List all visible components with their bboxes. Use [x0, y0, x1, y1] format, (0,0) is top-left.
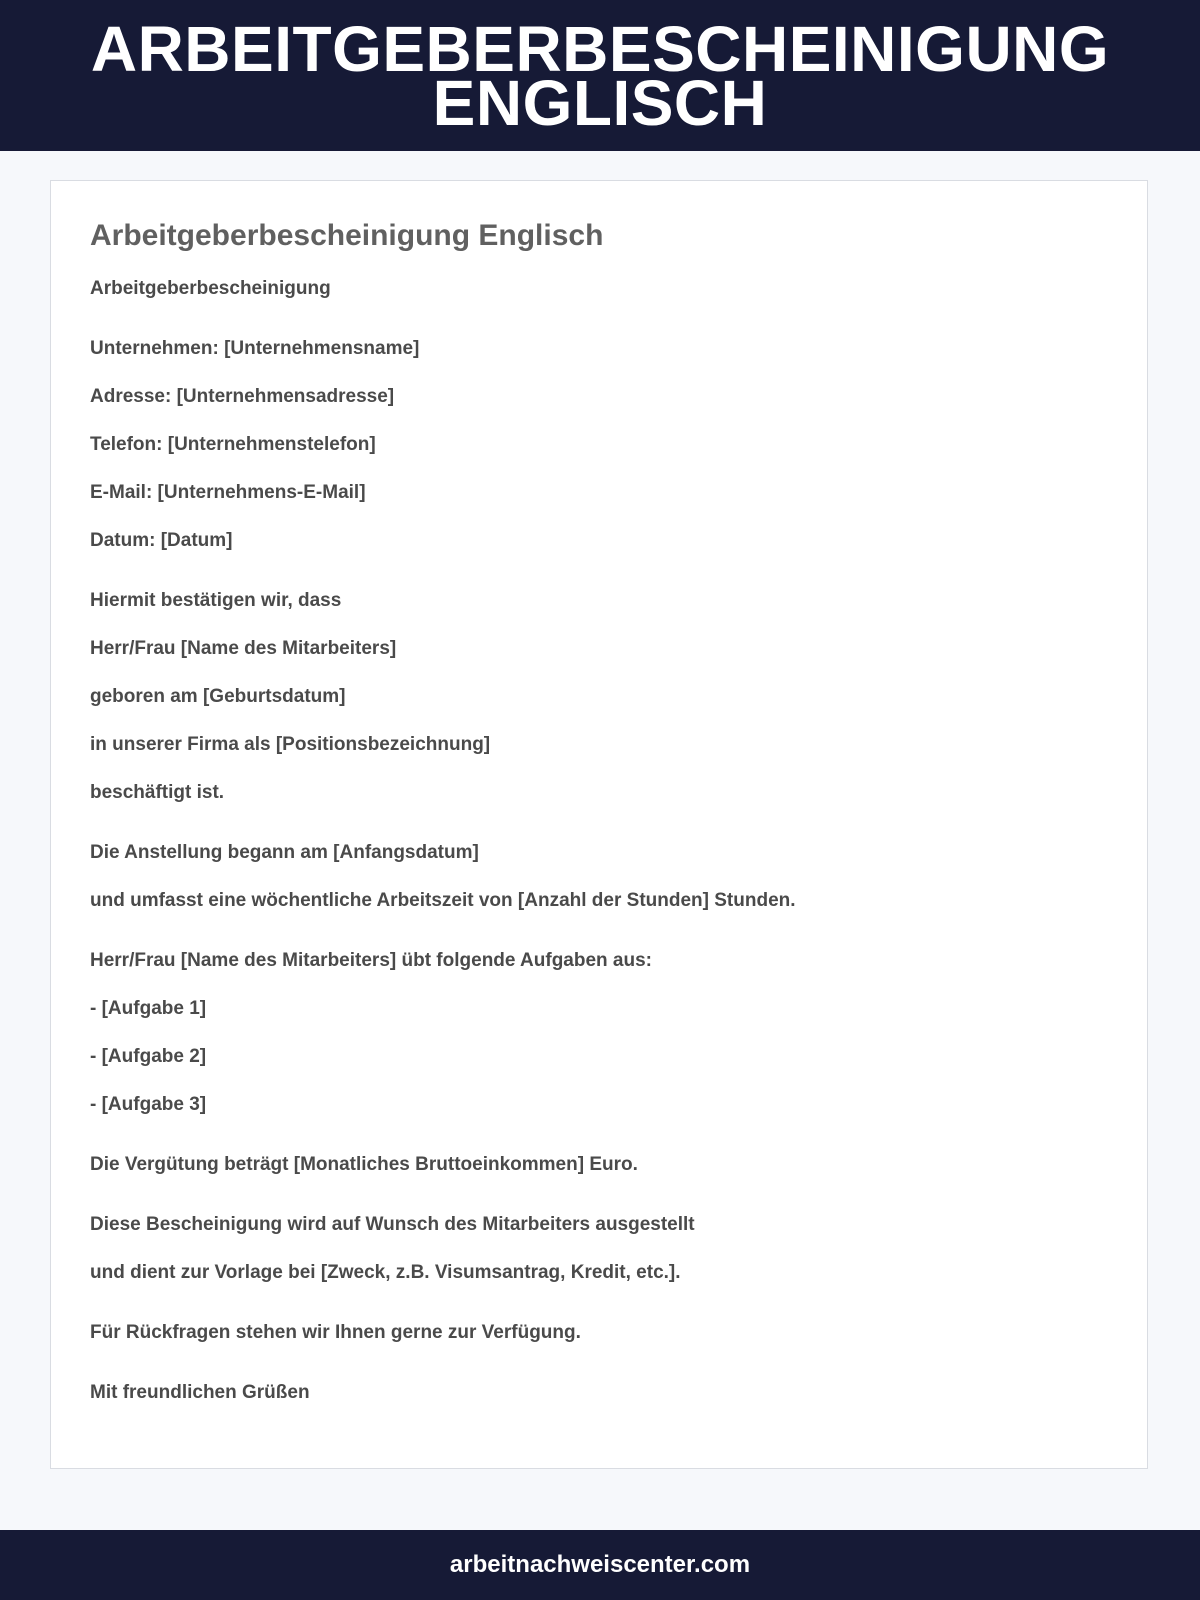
purpose-line: Diese Bescheinigung wird auf Wunsch des Mitarbeiters ausgestellt [90, 1214, 695, 1235]
phone-line: Telefon: [Unternehmenstelefon] [90, 434, 376, 455]
date-line: Datum: [Datum] [90, 530, 233, 551]
salary-line: Die Vergütung beträgt [Monatliches Bruttoeinkommen] Euro. [90, 1154, 638, 1175]
page-footer [0, 1530, 1200, 1600]
document-card [50, 180, 1148, 1469]
birthdate-line: geboren am [Geburtsdatum] [90, 686, 346, 707]
company-line: Unternehmen: [Unternehmensname] [90, 338, 420, 359]
purpose-detail-line: und dient zur Vorlage bei [Zweck, z.B. Visumsantrag, Kredit, etc.]. [90, 1262, 681, 1283]
employee-name-line: Herr/Frau [Name des Mitarbeiters] [90, 638, 397, 659]
tasks-intro-line: Herr/Frau [Name des Mitarbeiters] übt folgende Aufgaben aus: [90, 950, 652, 971]
working-hours-line: und umfasst eine wöchentliche Arbeitszeit von [Anzahl der Stunden] Stunden. [90, 890, 796, 911]
position-line: in unserer Firma als [Positionsbezeichnung] [90, 734, 491, 755]
footer-site: arbeitnachweiscenter.com [449, 1551, 751, 1578]
document-title: Arbeitgeberbescheinigung Englisch [90, 219, 604, 252]
employment-line: beschäftigt ist. [90, 782, 225, 803]
contact-line: Für Rückfragen stehen wir Ihnen gerne zur Verfügung. [90, 1322, 581, 1343]
task-item: - [Aufgabe 1] [90, 998, 207, 1019]
closing-line: Mit freundlichen Grüßen [90, 1382, 310, 1403]
address-line: Adresse: [Unternehmensadresse] [90, 386, 395, 407]
start-date-line: Die Anstellung begann am [Anfangsdatum] [90, 842, 479, 863]
task-item: - [Aufgabe 3] [90, 1094, 207, 1115]
page-header [0, 0, 1200, 151]
document-heading: Arbeitgeberbescheinigung [90, 278, 331, 299]
page-title: ARBEITGEBERBESCHEINIGUNG ENGLISCH [90, 12, 1110, 139]
confirmation-line: Hiermit bestätigen wir, dass [90, 590, 342, 611]
task-item: - [Aufgabe 2] [90, 1046, 207, 1067]
email-line: E-Mail: [Unternehmens-E-Mail] [90, 482, 366, 503]
